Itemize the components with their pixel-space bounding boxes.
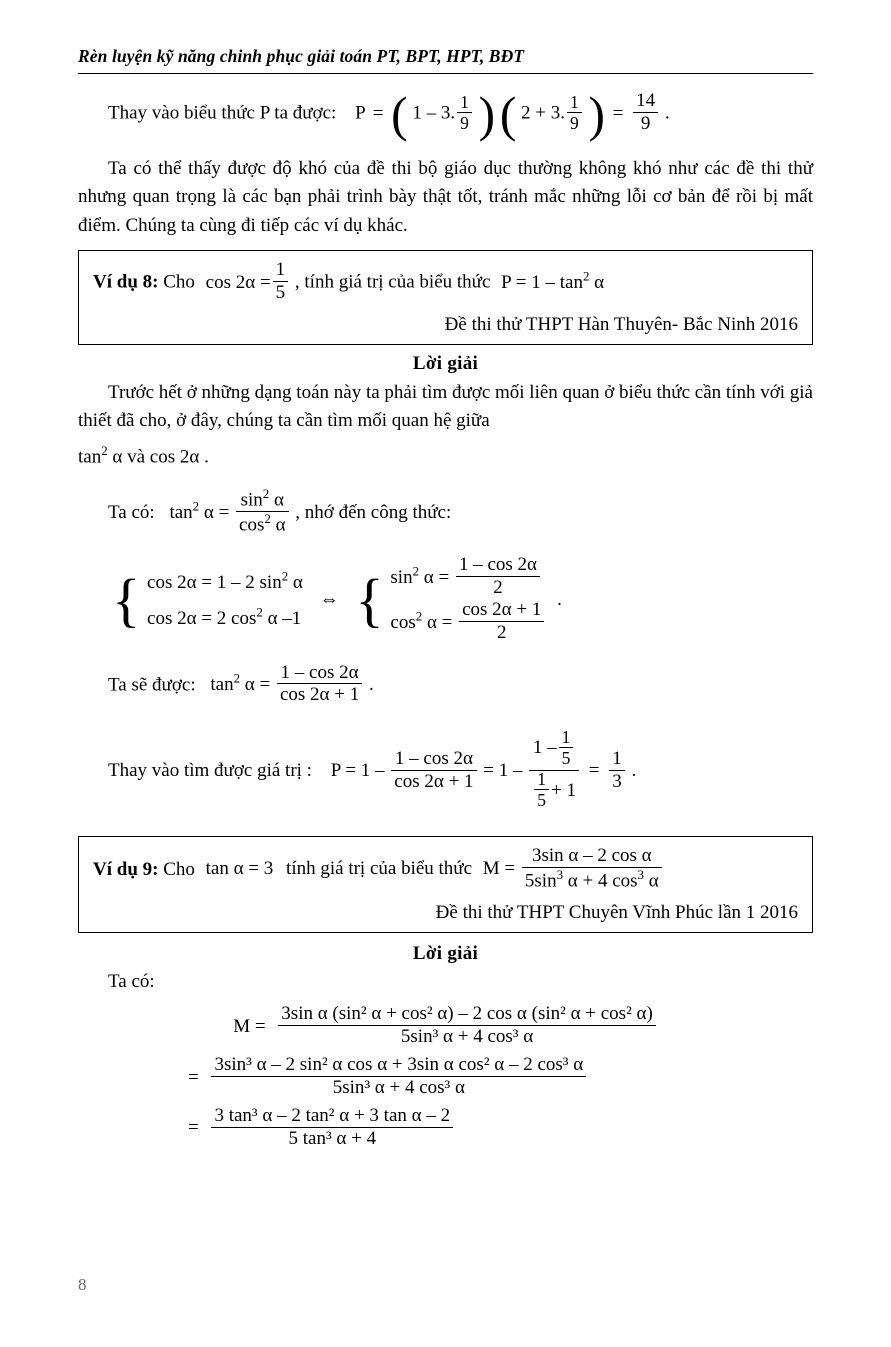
taco-line (78, 485, 813, 538)
solution-heading-2: Lời giải (412, 942, 479, 964)
example-9-source: Đề thi thử THPT Chuyên Vĩnh Phúc lần 1 2016 (435, 901, 798, 923)
tan-result-formula: $\tan^2 \alpha$ = $\frac{1 - \cos 2\alpha}{\cos 2\alpha + 1}$ . (210, 661, 374, 706)
example-9-box (78, 836, 813, 933)
header-divider (78, 73, 813, 74)
tan-identity: $\tan^2 \alpha$ = $\frac{\sin^2 \alpha}{\cos^2 \alpha}$ , nhớ đến công thức: (169, 485, 452, 536)
final-value-line (78, 726, 813, 813)
taco-label-2: Ta có: (108, 970, 155, 992)
page-number: 8 (78, 1275, 87, 1294)
relation-vars: $\tan^2 \alpha$ và cos 2α . (78, 442, 209, 468)
example-9-statement: Ví dụ 9: Cho tan α = 3 tính giá trị của biểu thức M = $\frac{\text{3sin α – 2 cos α}}{5\sin^3 \alpha + 4 \cos^3 \alpha}$ (93, 847, 798, 894)
derivation-line-2: = $\frac{\text{3sin³ α – 2 sin² α cos α + 3sin α cos² α – 2 cos³ α}}{\text{5sin³ α + 4 cos³ α}}$ (78, 1056, 813, 1101)
page-header (78, 0, 813, 67)
example-8-statement: Ví dụ 8: Cho cos 2α = $\frac{1}{5}$ , tính giá trị của biểu thức $P = 1 - \tan^2 \alpha$ (93, 259, 605, 304)
formula-system: { cos 2α = 1 – 2 $\sin^2 \alpha$ cos 2α = 2 $\cos^2 \alpha$ –1 ⇔ { $\sin^2 \alpha$ = $\frac{1 - \cos 2\alpha}{2}$ $\cos^2 \alpha$ = $\frac{\cos 2\alpha + 1}{2}$ . (78, 556, 813, 645)
solution-heading: Lời giải (412, 352, 479, 374)
result-label: Ta sẽ được: (108, 674, 196, 696)
system-row-1: cos 2α = 1 – 2 $\sin^2 \alpha$ (147, 568, 303, 593)
system-right-rows (390, 556, 546, 645)
paragraph-intro: Ta có thể thấy được độ khó của đề thi bộ giáo dục thường không khó như các đề thi thử nhưng quan trọng là các bạn phải trình bày thật tốt, tránh mắc những lỗi cơ bản để rồi bị mất điểm. Chúng ta cùng đi tiếp các ví dụ khác. (78, 157, 813, 236)
result-line (78, 661, 813, 709)
system-row-4: $\cos^2 \alpha$ = $\frac{\cos 2\alpha + 1}{2}$ (390, 612, 546, 633)
substitution-line (78, 87, 813, 143)
substitution-label: Thay vào biểu thức P ta được: (108, 102, 337, 124)
system-row-2: cos 2α = 2 $\cos^2 \alpha$ –1 (147, 604, 302, 630)
final-value-label: Thay vào tìm được giá trị : (108, 760, 312, 782)
example-8-label: Ví dụ 8: (93, 271, 159, 293)
equivalence-icon: ⇔ (319, 589, 339, 611)
derivation-line-1: M = $\frac{\text{3sin α (sin² α + cos² α) – 2 cos α (sin² α + cos² α)}}{\text{5sin³ α + 4 cos³ α}}$ (78, 1005, 813, 1050)
derivation-line-3: = $\frac{\text{3 tan³ α – 2 tan² α + 3 tan α – 2}}{\text{5 tan³ α + 4}}$ (78, 1107, 813, 1152)
final-value-formula: P = 1 – $\frac{1 - \cos 2\alpha}{\cos 2\alpha + 1}$ = 1 – 1 – $\frac{1}{5}$ $\frac{1}{5}$ + 1 = $\frac{1}{3}$ . (330, 726, 637, 810)
taco-label: Ta có: (108, 501, 155, 523)
example-8-source: Đề thi thử THPT Hàn Thuyên- Bắc Ninh 2016 (444, 313, 798, 335)
example-8-box (78, 250, 813, 345)
paragraph-solution-intro: Trước hết ở những dạng toán này ta phải tìm được mối liên quan ở biểu thức cần tính với giả thiết đã cho, ở đây, chúng ta cần tìm mối quan hệ giữa (78, 381, 813, 432)
header-title: Rèn luyện kỹ năng chinh phục giải toán PT, BPT, HPT, BĐT (78, 46, 525, 66)
substitution-formula: P = ( 1 – 3. $\frac{1}{9}$ ) ( 2 + 3. $\frac{1}{9}$ ) = $\frac{14}{9}$ . (355, 87, 670, 143)
system-left-rows (147, 564, 303, 637)
example-9-label: Ví dụ 9: (93, 858, 159, 880)
system-row-3: $\sin^2 \alpha$ = $\frac{1 - \cos 2\alpha}{2}$ (390, 567, 542, 588)
